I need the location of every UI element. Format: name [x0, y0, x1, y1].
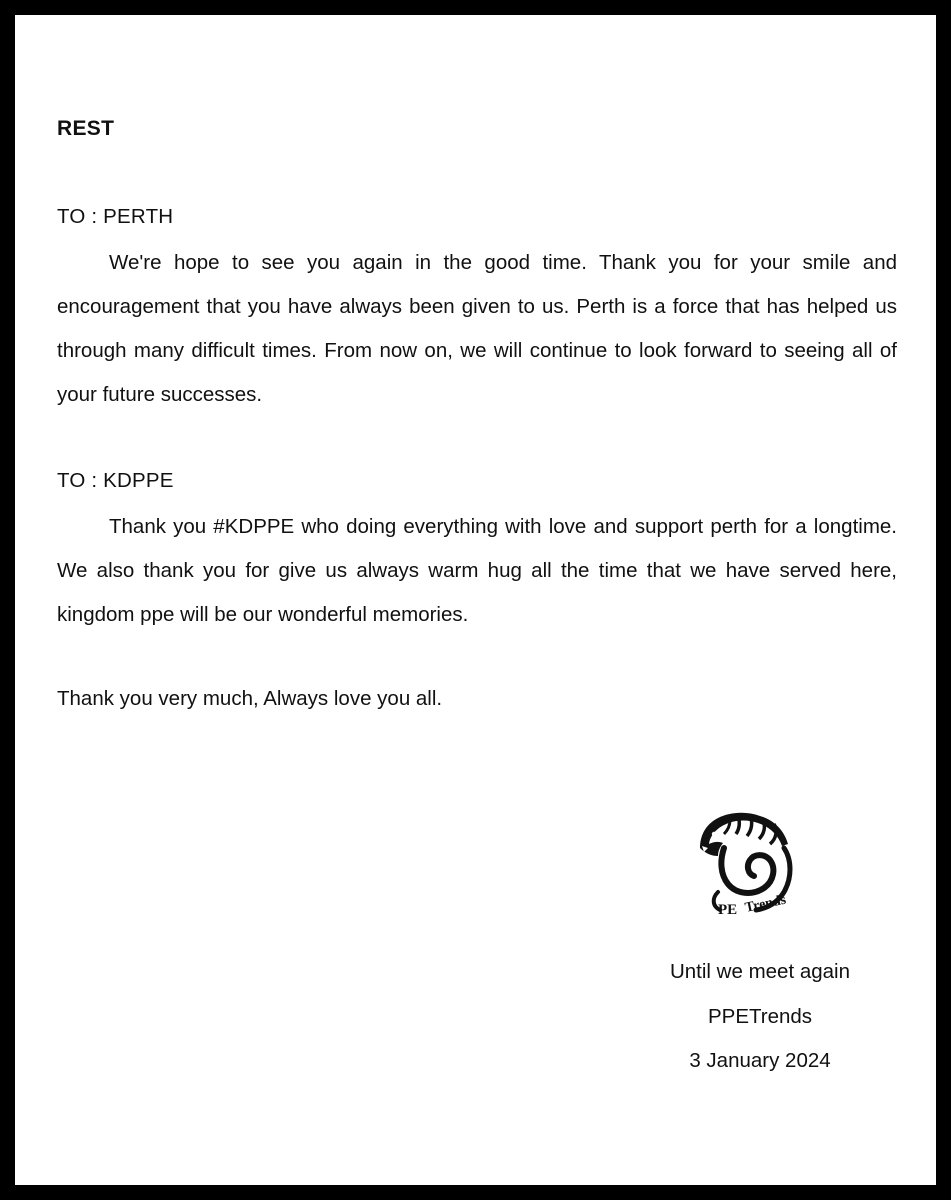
- tiger-logo-icon: [694, 808, 814, 918]
- message-kdppe: Thank you #KDPPE who doing everything with love and support perth for a longtime. We also thank you for give us always warm hug all the time that we have served here, kingdom ppe will be our wonderful memories.: [57, 515, 897, 626]
- letter-heading: REST: [57, 117, 115, 140]
- closing-line: Thank you very much, Always love you all.: [57, 687, 443, 710]
- letter-page: [15, 15, 936, 1185]
- svg-text:PE: PE: [718, 902, 738, 918]
- signature-name: PPETrends: [707, 1005, 813, 1028]
- recipient-perth: TO : PERTH: [57, 205, 174, 228]
- svg-text:Trends: Trends: [743, 892, 788, 916]
- signature-date: 3 January 2024: [689, 1049, 831, 1072]
- signature-line: Until we meet again: [669, 960, 851, 983]
- message-perth: We're hope to see you again in the good time. Thank you for your smile and encouragement that you have always been given to us. Perth is a force that has helped us through many difficult times. From now on, we will continue to look forward to seeing all of your future successes.: [57, 251, 897, 406]
- recipient-kdppe: TO : KDPPE: [57, 469, 174, 492]
